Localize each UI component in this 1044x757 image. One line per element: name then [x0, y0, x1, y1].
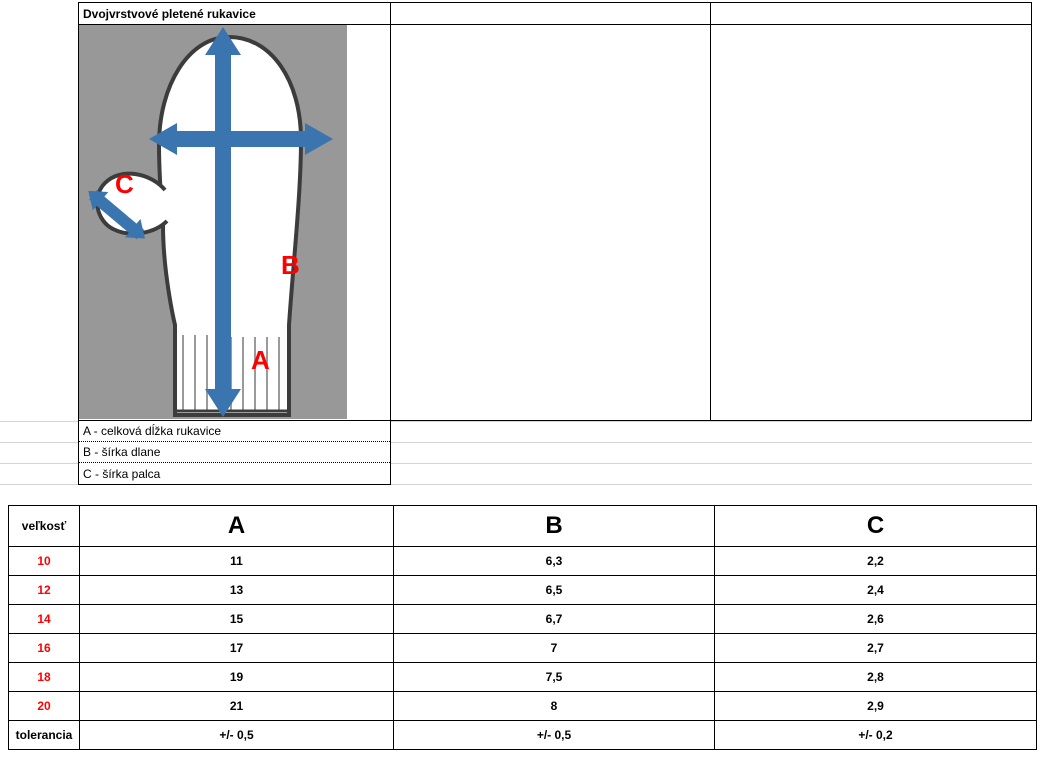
tolerance-a: +/- 0,5	[80, 721, 394, 750]
col-header-a: A	[80, 506, 394, 547]
gridline	[0, 484, 78, 485]
header-cell-right	[711, 2, 1032, 25]
diagram-label-c: C	[115, 169, 134, 199]
diagram-cell-right	[711, 25, 1032, 421]
gridline	[0, 442, 78, 443]
table-row	[9, 663, 1037, 692]
table-row	[9, 605, 1037, 634]
row-size: 10	[9, 547, 80, 576]
row-value-a: 15	[80, 605, 394, 634]
diagram-label-a: A	[251, 345, 270, 375]
row-size: 12	[9, 576, 80, 605]
row-value-b: 6,3	[394, 547, 715, 576]
size-table	[8, 505, 1037, 750]
table-row	[9, 547, 1037, 576]
col-header-c: C	[715, 506, 1037, 547]
gridline	[0, 463, 78, 464]
gridline	[391, 421, 1032, 422]
row-size: 14	[9, 605, 80, 634]
header-cell-middle	[391, 2, 711, 25]
product-title: Dvojvrstvové pletené rukavice	[83, 6, 256, 21]
gridline	[391, 484, 1032, 485]
measurement-legend	[78, 421, 391, 485]
row-value-b: 6,5	[394, 576, 715, 605]
legend-item-a: A - celková dĺžka rukavice	[79, 421, 390, 442]
row-value-a: 19	[80, 663, 394, 692]
gridline	[391, 442, 1032, 443]
row-size: 16	[9, 634, 80, 663]
col-header-size: veľkosť	[9, 506, 80, 547]
table-header-row	[9, 506, 1037, 547]
glove-diagram-cell	[78, 25, 391, 421]
table-row	[9, 576, 1037, 605]
row-value-c: 2,7	[715, 634, 1037, 663]
row-value-b: 8	[394, 692, 715, 721]
row-value-a: 13	[80, 576, 394, 605]
row-value-a: 21	[80, 692, 394, 721]
row-value-a: 17	[80, 634, 394, 663]
mitten-illustration	[79, 25, 347, 419]
row-value-c: 2,2	[715, 547, 1037, 576]
row-value-b: 7	[394, 634, 715, 663]
row-value-c: 2,4	[715, 576, 1037, 605]
product-title-cell	[78, 2, 391, 25]
row-value-b: 6,7	[394, 605, 715, 634]
row-value-c: 2,9	[715, 692, 1037, 721]
diagram-cell-middle	[391, 25, 711, 421]
row-value-c: 2,8	[715, 663, 1037, 692]
tolerance-b: +/- 0,5	[394, 721, 715, 750]
diagram-label-b: B	[281, 250, 300, 280]
table-row	[9, 634, 1037, 663]
col-header-b: B	[394, 506, 715, 547]
tolerance-row	[9, 721, 1037, 750]
gridline	[0, 421, 78, 422]
gridline	[391, 463, 1032, 464]
row-value-b: 7,5	[394, 663, 715, 692]
row-value-a: 11	[80, 547, 394, 576]
table-row	[9, 692, 1037, 721]
tolerance-label: tolerancia	[9, 721, 80, 750]
row-size: 20	[9, 692, 80, 721]
diagram-canvas	[79, 25, 347, 419]
row-value-c: 2,6	[715, 605, 1037, 634]
row-size: 18	[9, 663, 80, 692]
legend-item-b: B - šírka dlane	[79, 442, 390, 463]
legend-item-c: C - šírka palca	[83, 466, 161, 481]
tolerance-c: +/- 0,2	[715, 721, 1037, 750]
